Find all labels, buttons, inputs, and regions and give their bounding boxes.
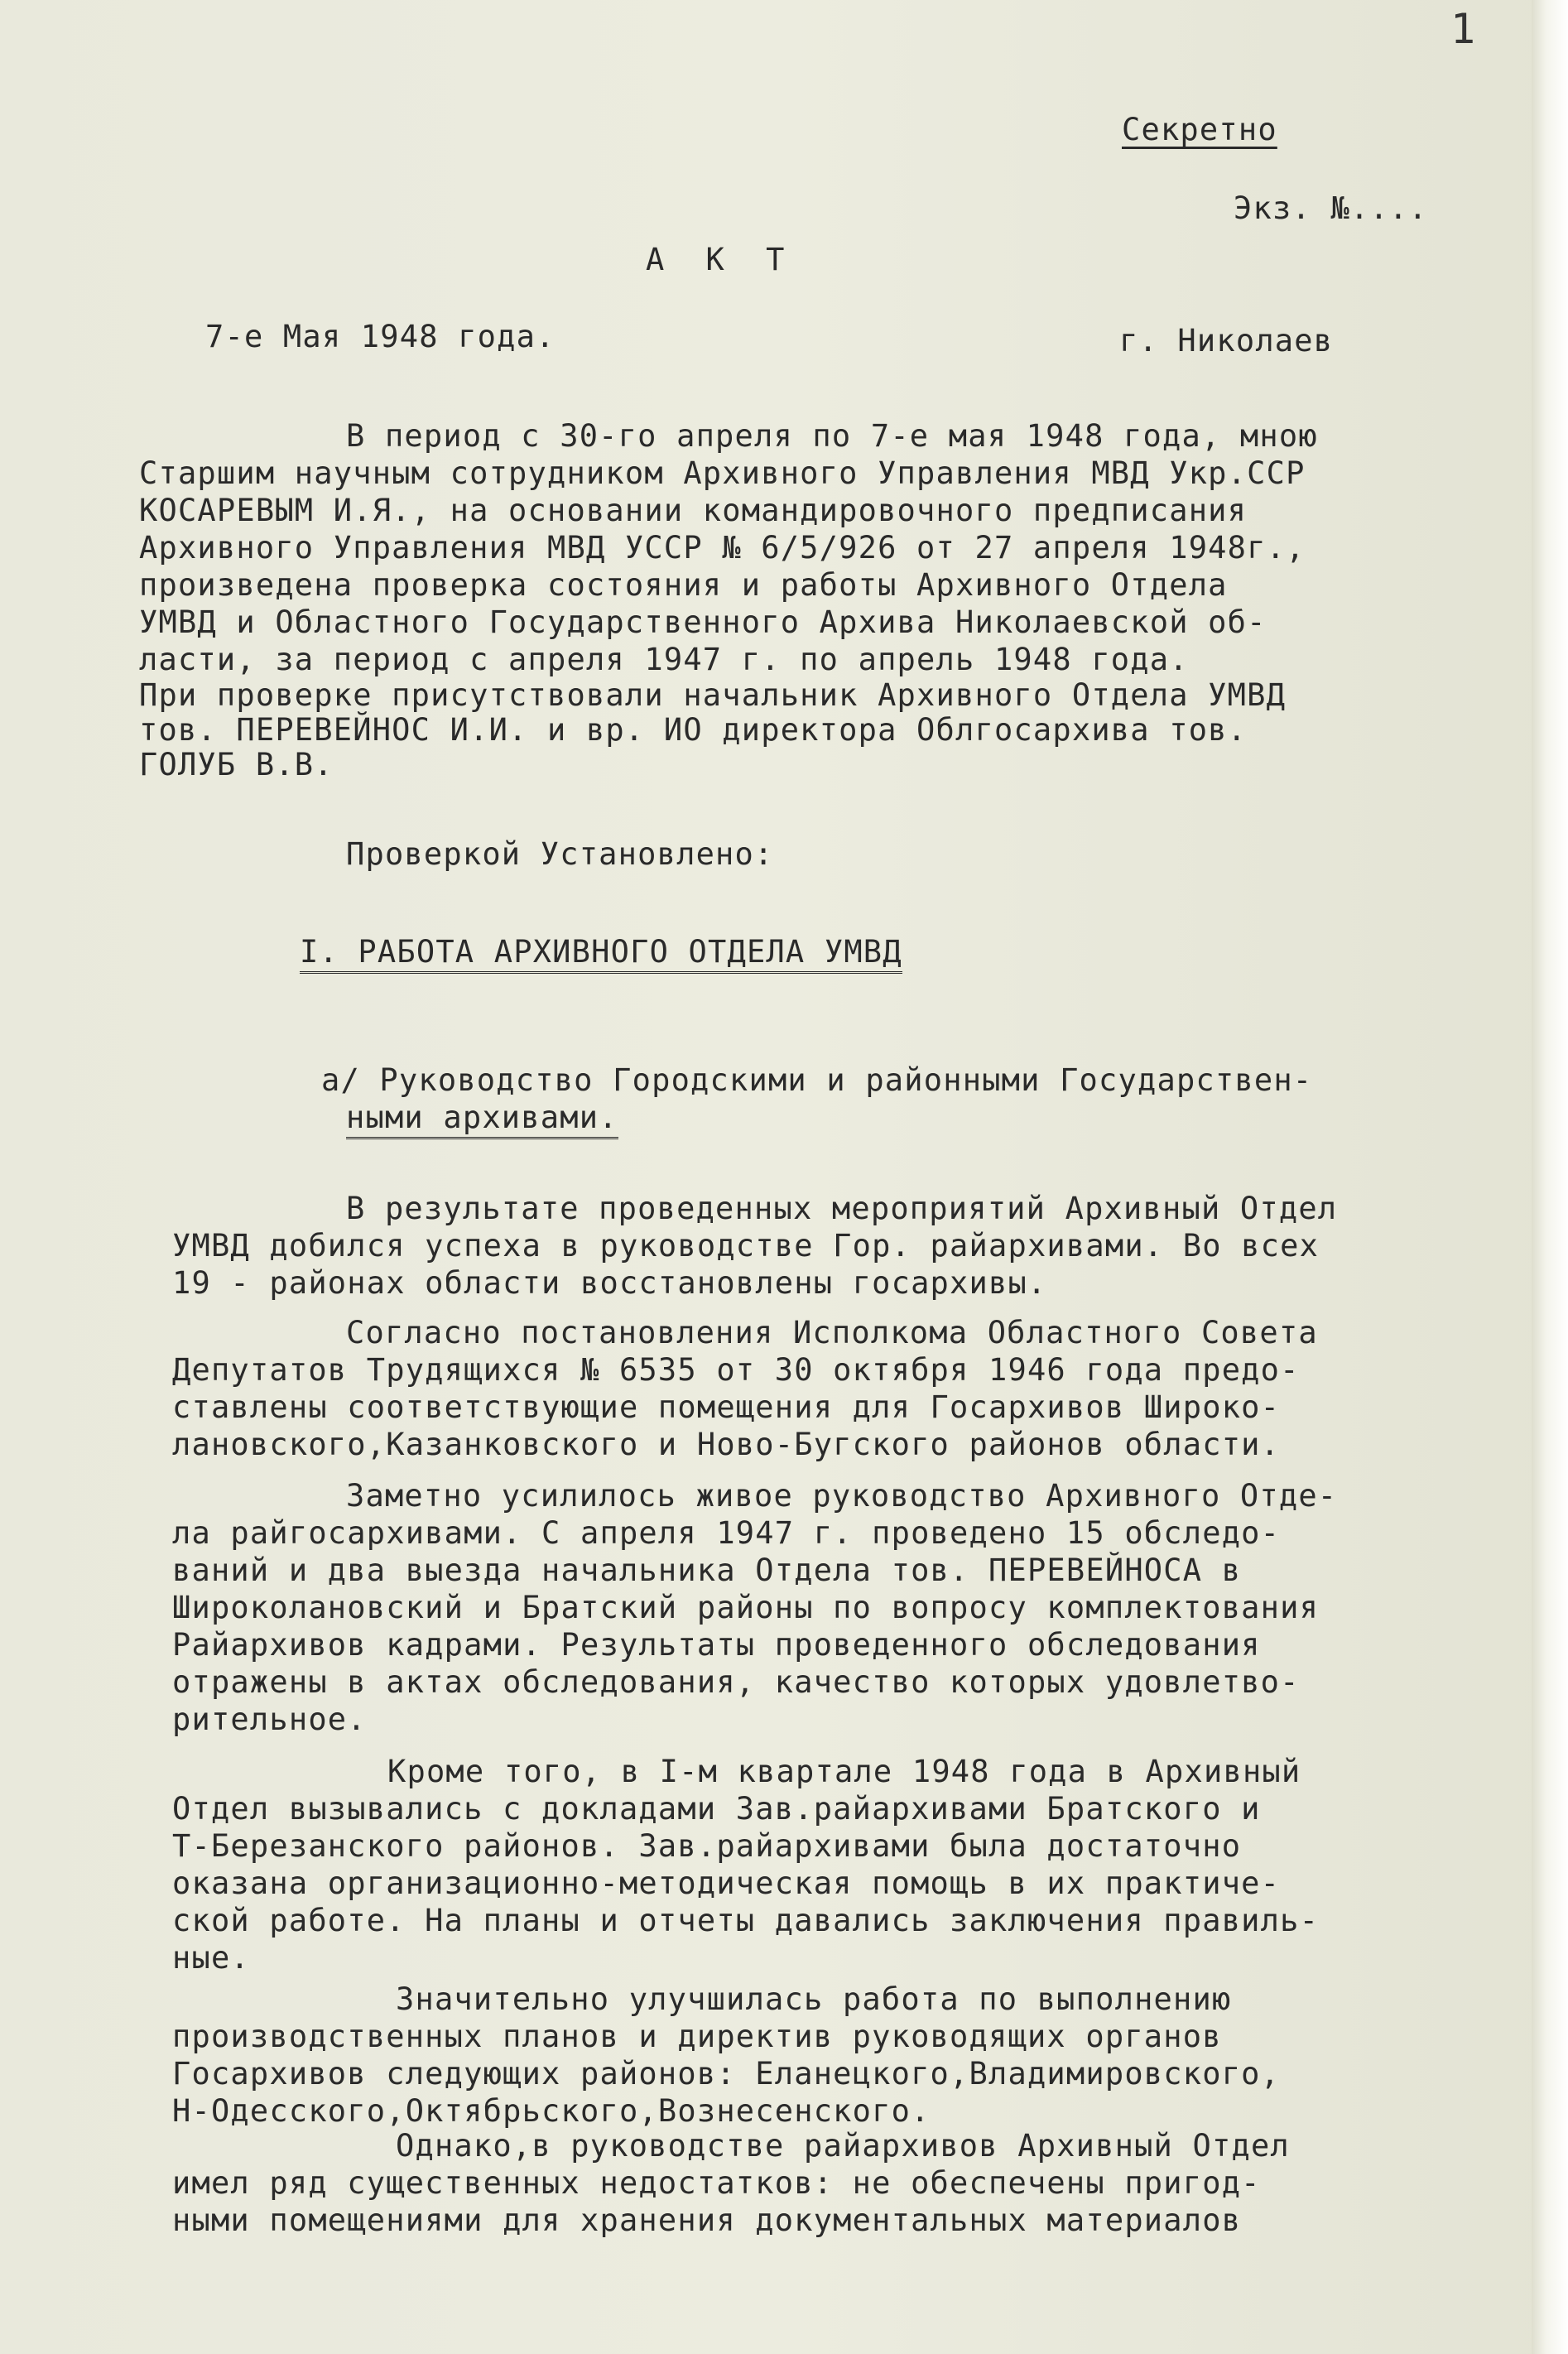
intro-line: тов. ПЕРЕВЕЙНОС И.И. и вр. ИО директора Облгосархива тов.	[139, 712, 1248, 748]
body-line: производственных планов и директив руководящих органов	[172, 2019, 1222, 2054]
body-line: ской работе. На планы и отчеты давались заключения правиль-	[172, 1903, 1320, 1938]
page-number: 1	[1450, 5, 1476, 53]
body-line: Депутатов Трудящихся № 6535 от 30 октября 1946 года предо-	[172, 1352, 1300, 1388]
intro-line: Архивного Управления МВД УССР № 6/5/926 от 27 апреля 1948г.,	[139, 530, 1306, 566]
body-line: оказана организационно-методическая помощь в их практиче-	[172, 1865, 1281, 1901]
document-city: г. Николаев	[1119, 323, 1334, 359]
intro-line: КОСАРЕВЫМ И.Я., на основании командировочного предписания	[139, 493, 1248, 528]
body-line: Значительно улучшилась работа по выполнению	[396, 1981, 1232, 2017]
intro-line: ласти, за период с апреля 1947 г. по апрель 1948 года.	[139, 642, 1189, 677]
document-date: 7-е Мая 1948 года.	[205, 319, 556, 354]
body-line: рительное.	[172, 1702, 367, 1737]
body-line: ставлены соответствующие помещения для Госархивов Широко-	[172, 1389, 1281, 1425]
page-edge	[1532, 0, 1568, 2354]
body-line: Отдел вызывались с докладами Зав.райархивами Братского и	[172, 1791, 1261, 1827]
body-line: Заметно усилилось живое руководство Архивного Отде-	[346, 1478, 1338, 1514]
intro-line: В период с 30-го апреля по 7-е мая 1948 года, мною	[346, 418, 1318, 454]
body-line: Согласно постановления Исполкома Областного Совета	[346, 1315, 1318, 1350]
body-line: Широколановский и Братский районы по вопросу комплектования	[172, 1590, 1320, 1625]
section-title: I. РАБОТА АРХИВНОГО ОТДЕЛА УМВД	[300, 934, 902, 974]
body-line: 19 - районах области восстановлены госархивы.	[172, 1265, 1047, 1301]
intro-line: произведена проверка состояния и работы Архивного Отдела	[139, 567, 1228, 603]
subsection-heading: ными архивами.	[346, 1100, 618, 1139]
intro-line: Старшим научным сотрудником Архивного Управления МВД Укр.ССР	[139, 455, 1306, 491]
body-line: В результате проведенных мероприятий Архивный Отдел	[346, 1191, 1338, 1226]
classification-stamp: Секретно	[1122, 112, 1277, 147]
document-title: А К Т	[646, 242, 796, 277]
intro-line: При проверке присутствовали начальник Архивного Отдела УМВД	[139, 677, 1287, 713]
body-line: Госархивов следующих районов: Еланецкого,Владимировского,	[172, 2056, 1281, 2092]
body-line: Т-Березанского районов. Зав.райархивами была достаточно	[172, 1828, 1242, 1864]
body-line: Однако,в руководстве райархивов Архивный Отдел	[396, 2128, 1290, 2164]
body-line: имел ряд существенных недостатков: не обеспечены пригод-	[172, 2165, 1261, 2201]
body-line: ные.	[172, 1940, 250, 1976]
copy-number: Экз. №....	[1234, 190, 1428, 226]
body-line: Кроме того, в I-м квартале 1948 года в Архивный	[387, 1754, 1301, 1789]
body-line: отражены в актах обследования, качество которых удовлетво-	[172, 1664, 1300, 1700]
body-line: Н-Одесского,Октябрьского,Вознесенского.	[172, 2093, 931, 2129]
body-line: УМВД добился успеха в руководстве Гор. райархивами. Во всех	[172, 1228, 1320, 1264]
intro-line: ГОЛУБ В.В.	[139, 747, 334, 782]
established-heading: Проверкой Установлено:	[346, 836, 774, 872]
subsection-heading: а/ Руководство Городскими и районными Государствен-	[321, 1062, 1313, 1098]
body-line: ла райгосархивами. С апреля 1947 г. проведено 15 обследо-	[172, 1515, 1281, 1551]
intro-line: УМВД и Областного Государственного Архива Николаевской об-	[139, 604, 1267, 640]
body-line: лановского,Казанковского и Ново-Бугского районов области.	[172, 1427, 1281, 1462]
body-line: ваний и два выезда начальника Отдела тов. ПЕРЕВЕЙНОСА в	[172, 1552, 1242, 1588]
body-line: Райархивов кадрами. Результаты проведенного обследования	[172, 1627, 1261, 1663]
body-line: ными помещениями для хранения документальных материалов	[172, 2202, 1242, 2238]
